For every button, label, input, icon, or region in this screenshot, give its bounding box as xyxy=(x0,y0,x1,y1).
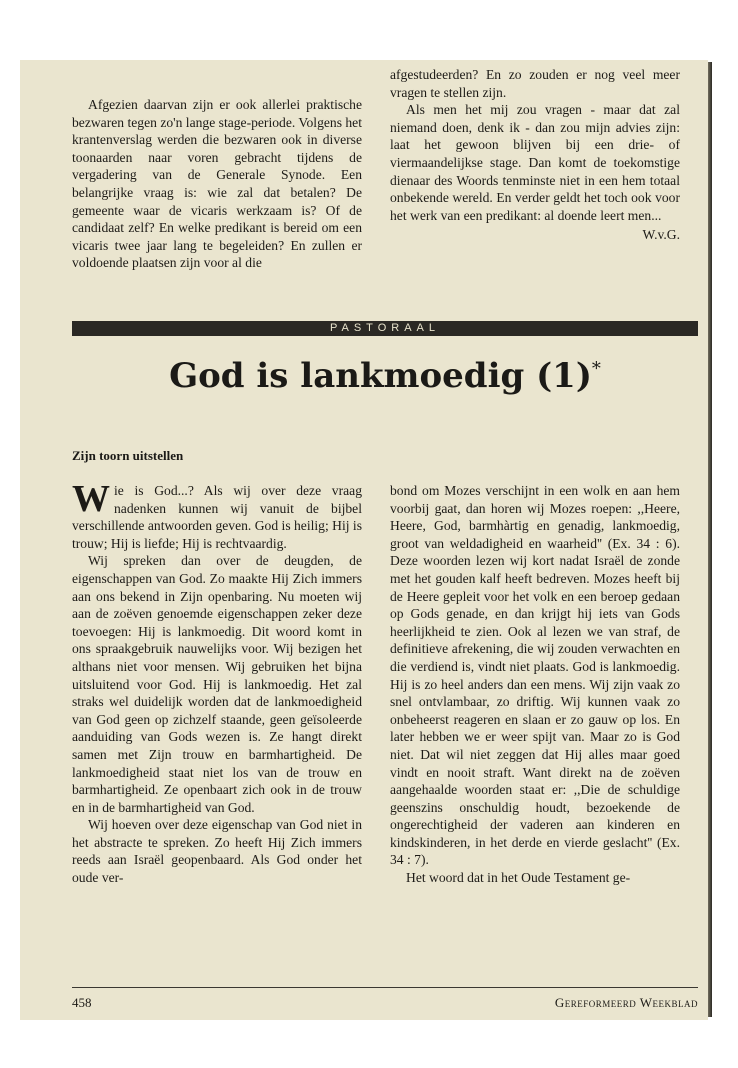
magazine-page xyxy=(20,60,708,1020)
signature: W.v.G. xyxy=(642,227,680,243)
article-title-text: God is lankmoedig (1) xyxy=(169,356,592,396)
article-paragraph: Wij spreken dan over de deugden, de eigenschappen van God. Zo maakte Hij Zich immers aan ons bekend in Zijn openbaring. Nu moeten wij aan de zoëven genoemde eigenschappen zeker deze toevoegen: Hij is lankmoedig. Dit woord komt in ons spraakgebruik nauwelijks voor. Wij bezigen het althans niet voor mensen. Wij gebruiken het bijna uitsluitend voor God. Hij is lankmoedig. Het zal straks wel duidelijk worden dat de lankmoedigheid van God geen op zichzelf staande, geen geïsoleerde aanduiding van Gods wezen is. Ze hangt direkt samen met Zijn trouw en barmhartigheid. De lankmoedigheid staat niet los van de trouw en barmhartigheid. Ze openbaart zich ook in de trouw en in de barmhartigheid van God. xyxy=(72,553,362,815)
article-column-left xyxy=(72,478,362,887)
footnote-mark: * xyxy=(591,358,601,380)
top-right-paragraph-2: Als men het mij zou vragen - maar dat zal niemand doen, denk ik - dan zou mijn advies zijn: laat het gewoon blijven bij een drie- of viermaandelijkse stage. Dan komt de toekomstige dienaar des Woords tenminste niet in een hem totaal onbekende wereld. En verder geldt het toch ook voor het werk van een predikant: al doende leert men... xyxy=(390,102,680,223)
first-paragraph-text: ie is God...? Als wij over deze vraag nadenken kunnen wij vanuit de bijbel verschillende antwoorden geven. God is heilig; Hij is trouw; Hij is liefde; Hij is rechtvaardig. xyxy=(72,483,362,551)
article-paragraph: Wij hoeven over deze eigenschap van God niet in het abstracte te spreken. Zo heeft Hij Zich immers reeds aan Israël geopenbaard. Als God onder het oude ver- xyxy=(72,817,362,886)
top-left-paragraph: Afgezien daarvan zijn er ook allerlei praktische bezwaren tegen zo'n lange stage-periode. Volgens het krantenverslag werden die bezwaren ook in diverse toonaarden naar voren gebracht tijdens de vergadering van de Generale Synode. Een belangrijke vraag is: wie zal dat betalen? De gemeente waar de vicaris werkzaam is? Of de candidaat zelf? En welke predikant is bereid om een vicaris twee jaar lang te begeleiden? En zullen er voldoende plaatsen zijn voor al die xyxy=(72,97,362,271)
article-paragraph: Het woord dat in het Oude Testament ge- xyxy=(406,870,631,886)
drop-cap: W xyxy=(72,478,110,520)
article-title xyxy=(72,356,698,396)
article-paragraph: bond om Mozes verschijnt in een wolk en aan hem voorbij gaat, dan horen wij Mozes roepen: ,,Heere, Heere, God, barmhàrtig en genadig, lankmoedig, groot van weldadigheid en waarheid'' (Ex. 34 : 6). Deze woorden lezen wij kort nadat Israël de zonde met het gouden kalf heeft bedreven. Mozes heeft bij de Heere gepleit voor het volk en een beroep gedaan op Gods genade, en dan krijgt hij iets van Gods heerlijkheid te zien. Ook al lezen we van straf, de definitieve afrekening, die wij zouden verwachten en die verdiend is, vindt niet plaats. God is lankmoedig. Hij is zo heel anders dan een mens. Wij zijn vaak zo snel ontvlambaar, zo driftig. Wij kunnen vaak zo onbeheerst reageren en slaan er zo gauw op los. En later hebben we er weer spijt van. Maar zo is God niet. Dat wil niet zeggen dat Hij alles maar goed vindt en nooit straft. Want direkt na de zoëven aangehaalde woorden staat er: ,,Die de schuldige geenszins onschuldig houdt, bezoekende de ongerechtigheid der vaderen aan kinderen en kindskinderen, in het derde en vierde geslacht'' (Ex. 34 : 7). xyxy=(390,483,680,868)
article-column-right xyxy=(390,482,680,887)
footer-rule xyxy=(72,987,698,988)
publication-name: Gereformeerd Weekblad xyxy=(554,995,698,1010)
first-paragraph xyxy=(72,478,362,552)
page-number: 458 xyxy=(72,995,92,1010)
top-column-left xyxy=(72,96,362,272)
article-subhead: Zijn toorn uitstellen xyxy=(72,448,184,463)
top-column-right xyxy=(390,66,680,244)
top-right-paragraph-1: afgestudeerden? En zo zouden er nog veel meer vragen te stellen zijn. xyxy=(390,67,680,100)
section-rubric: PASTORAAL xyxy=(72,321,698,336)
